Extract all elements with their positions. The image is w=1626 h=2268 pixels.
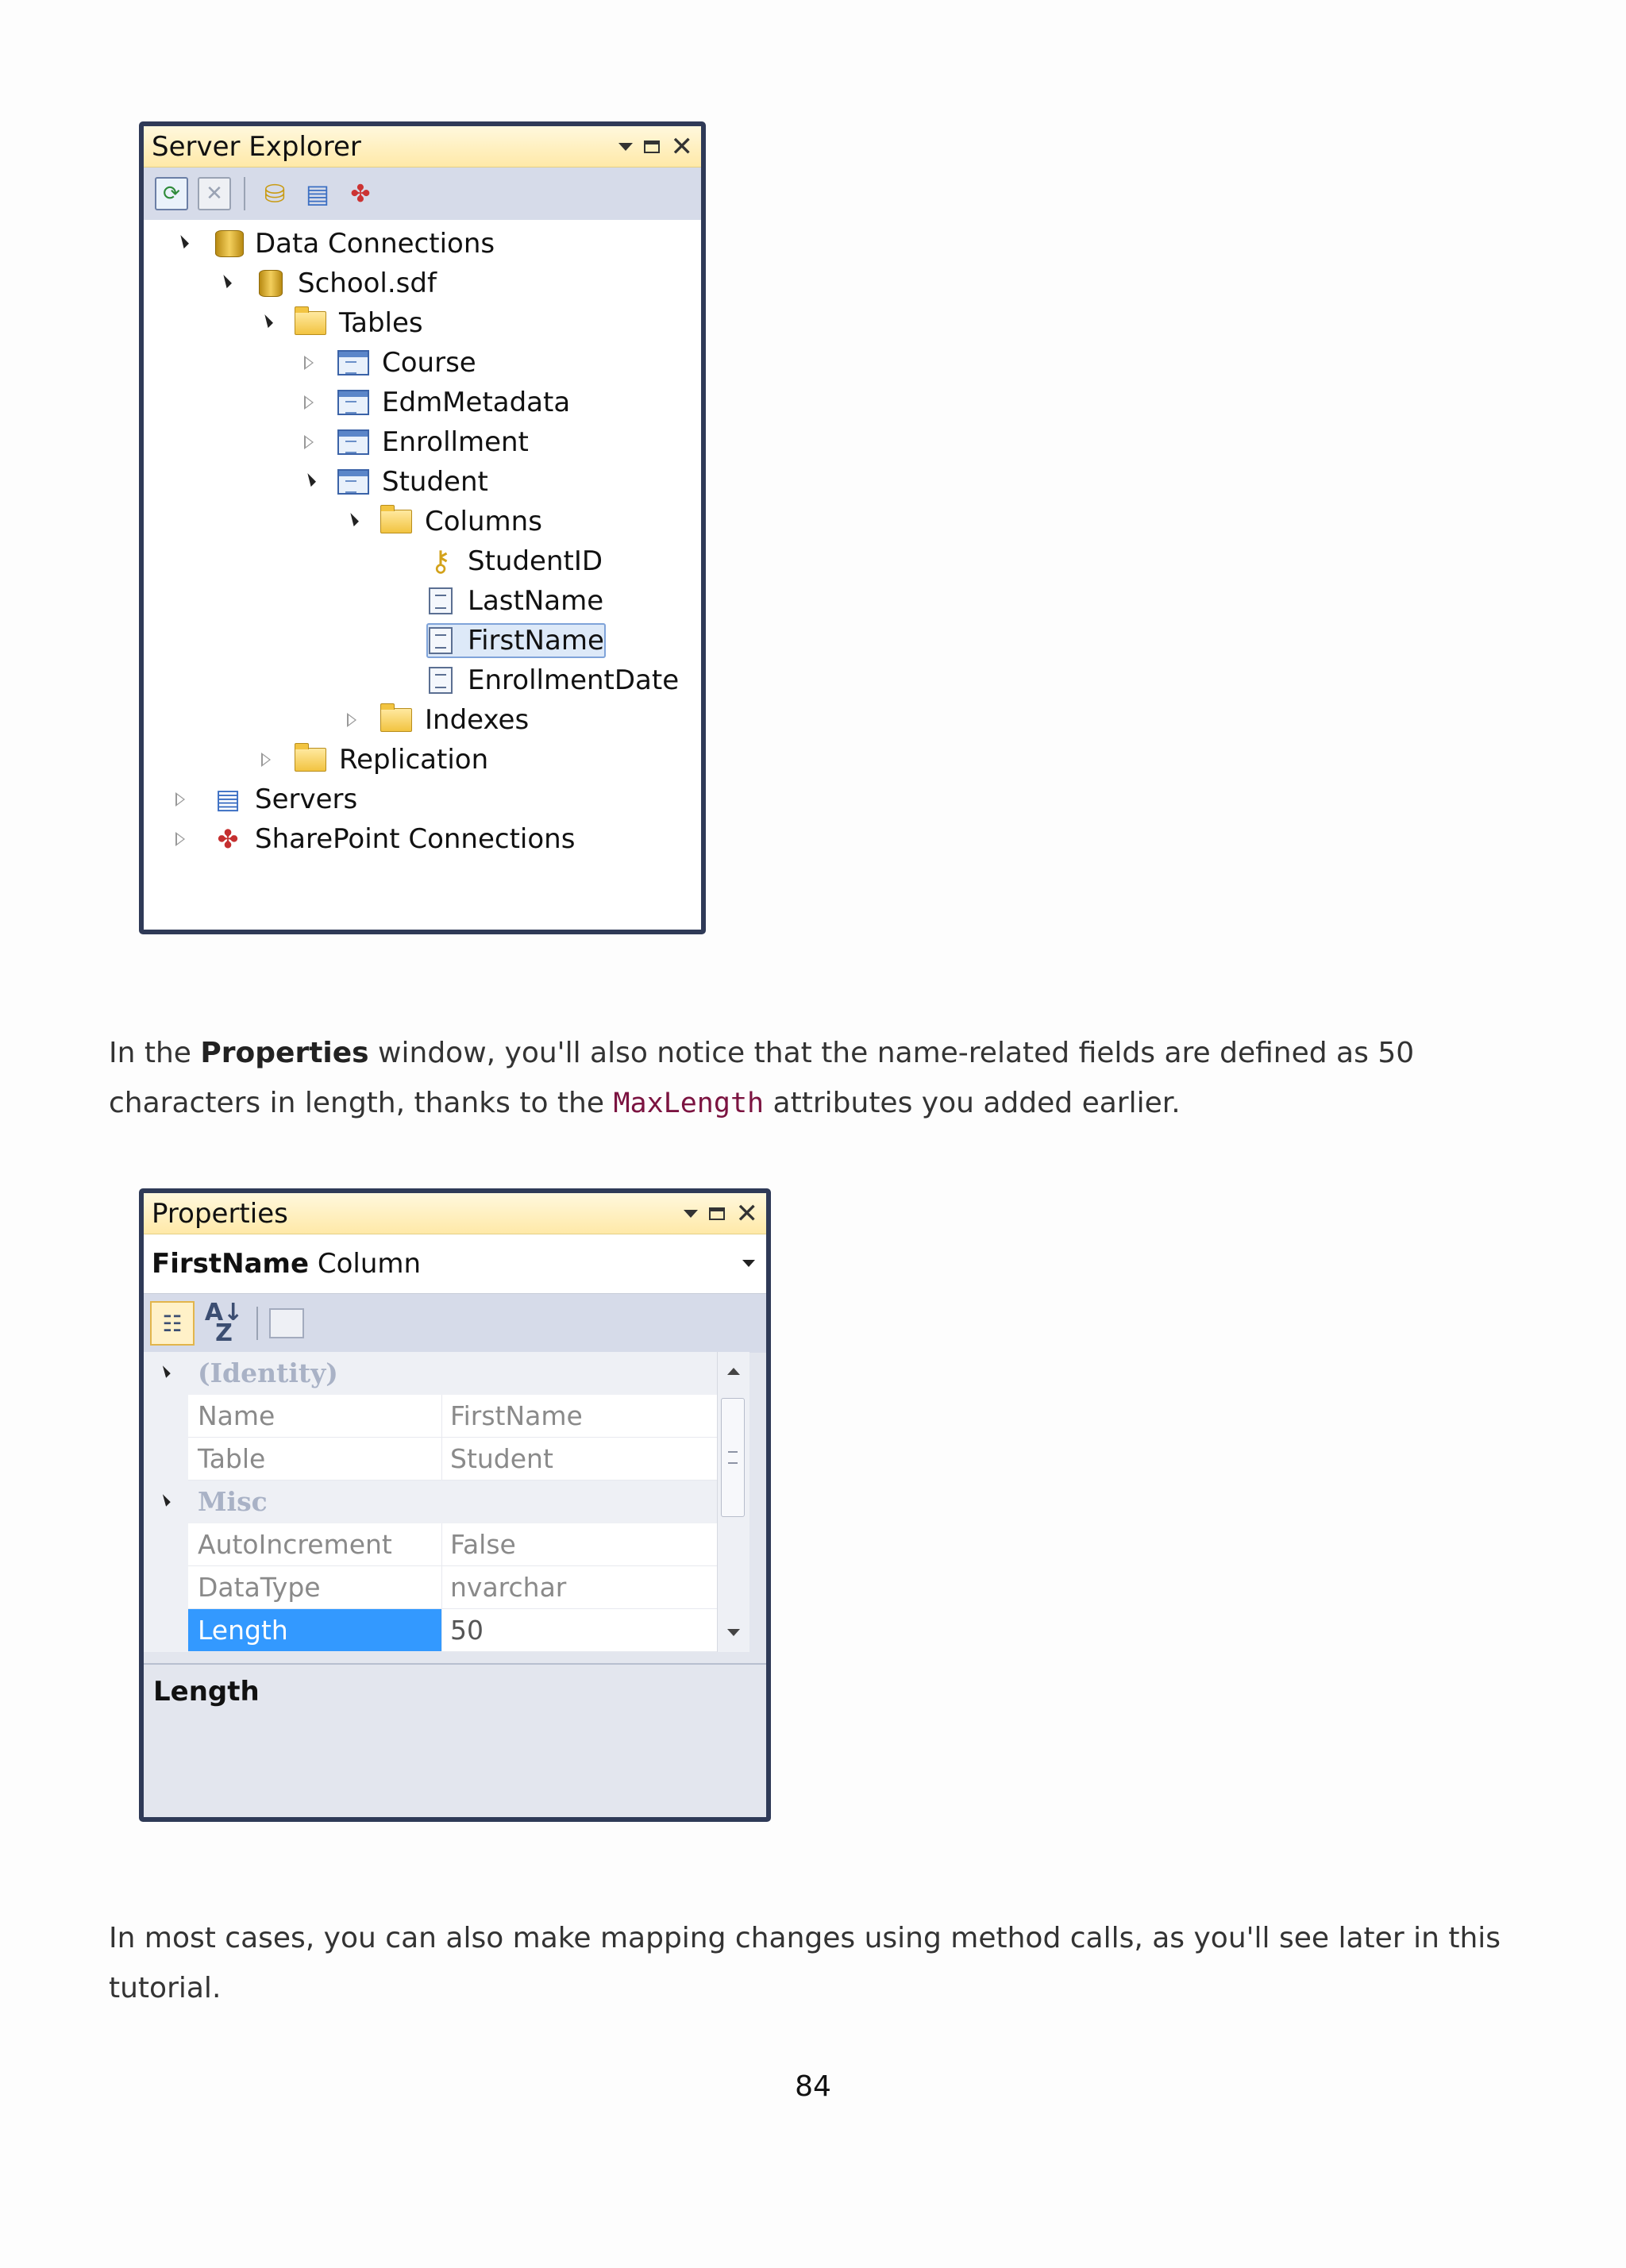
properties-window [139, 1188, 771, 1822]
object-type: Column [317, 1248, 422, 1280]
tree-node-label: Columns [425, 506, 542, 537]
categorized-view-icon[interactable]: ☷ [150, 1301, 195, 1346]
tree-node-label: Enrollment [382, 426, 529, 458]
tree-node-label: Replication [339, 744, 489, 776]
toolbar-separator [256, 1307, 258, 1340]
property-value[interactable]: False [442, 1523, 717, 1566]
row-gutter [144, 1523, 188, 1566]
alphabetical-sort-icon[interactable]: A↓ Z [204, 1299, 244, 1347]
server-explorer-toolbar [144, 168, 701, 220]
server-explorer-window [139, 121, 706, 934]
expand-arrow-closed-icon[interactable] [299, 353, 318, 372]
column-icon [425, 585, 457, 617]
folder-icon [295, 307, 326, 339]
paragraph-bold-text: Properties [200, 1037, 369, 1069]
key-icon: ⚷ [430, 545, 452, 578]
expand-arrow-open-icon[interactable] [172, 234, 191, 253]
tree-node-label: EnrollmentDate [468, 664, 680, 696]
expand-arrow-closed-icon[interactable] [299, 393, 318, 412]
connect-to-database-icon[interactable]: ⛁ [264, 179, 286, 209]
inline-code: MaxLength [613, 1088, 765, 1119]
property-key: Name [188, 1395, 442, 1438]
toolbar-separator [244, 177, 245, 210]
tree-node-label: EdmMetadata [382, 387, 571, 418]
column-icon [425, 664, 457, 696]
expand-arrow-closed-icon[interactable] [342, 710, 361, 730]
property-row-length[interactable] [144, 1609, 717, 1652]
table-icon [337, 466, 369, 498]
category-gutter [144, 1352, 188, 1395]
expand-arrow-open-icon[interactable] [215, 274, 234, 293]
expand-arrow-closed-icon[interactable] [171, 790, 190, 809]
tree-node-label: Tables [339, 307, 423, 339]
properties-title: Properties [152, 1197, 288, 1230]
folder-icon [380, 704, 412, 736]
tree-node-label: LastName [468, 585, 604, 617]
property-value[interactable]: Student [442, 1438, 717, 1481]
sdf-file-icon [255, 268, 287, 299]
property-value[interactable]: nvarchar [442, 1566, 717, 1609]
row-gutter [144, 1395, 188, 1438]
maximize-icon[interactable] [644, 141, 660, 153]
server-explorer-title-bar [144, 126, 701, 168]
row-gutter [144, 1566, 188, 1609]
connect-to-server-icon[interactable]: ▤ [305, 179, 330, 209]
table-icon [337, 426, 369, 458]
tree-node-label: Student [382, 466, 488, 498]
property-grid-scrollbar[interactable] [717, 1352, 749, 1652]
property-pages-icon[interactable] [269, 1308, 304, 1338]
paragraph-mapping-note: In most cases, you can also make mapping changes using method calls, as you'll see later in this tutorial. [109, 1922, 1501, 2004]
expand-arrow-open-icon[interactable] [256, 314, 275, 333]
category-gutter [144, 1481, 188, 1523]
sharepoint-icon: ✤ [217, 824, 239, 854]
folder-icon [295, 744, 326, 776]
property-key: AutoIncrement [188, 1523, 442, 1566]
close-icon[interactable]: ✕ [735, 1197, 758, 1230]
window-position-dropdown-icon[interactable] [618, 143, 633, 151]
property-row-name[interactable] [144, 1395, 717, 1438]
property-row-table[interactable] [144, 1438, 717, 1481]
tree-node-label: Course [382, 347, 476, 379]
properties-toolbar [144, 1294, 766, 1353]
paragraph-text: window, you'll also notice that the name-related fields are defined as 50 characters in length, thanks to the [109, 1037, 1415, 1119]
tree-node-label: StudentID [468, 545, 603, 577]
page-number: 84 [795, 2070, 831, 2103]
property-grid [144, 1352, 717, 1652]
object-name: FirstName [152, 1248, 310, 1280]
column-icon [425, 625, 457, 657]
paragraph-text: attributes you added earlier. [764, 1087, 1181, 1119]
category-identity[interactable] [144, 1352, 717, 1395]
scroll-down-icon[interactable] [727, 1629, 740, 1636]
collapse-arrow-icon[interactable] [158, 1494, 171, 1507]
category-name: (Identity) [198, 1357, 338, 1388]
delete-icon[interactable]: ✕ [198, 177, 231, 210]
servers-icon: ▤ [214, 784, 241, 815]
window-position-dropdown-icon[interactable] [684, 1210, 698, 1218]
property-description-title: Length [153, 1676, 260, 1708]
property-value[interactable]: 50 [442, 1609, 717, 1652]
chevron-down-icon[interactable] [742, 1260, 755, 1267]
database-icon [214, 228, 245, 260]
expand-arrow-closed-icon[interactable] [171, 830, 190, 849]
tree-node-label: School.sdf [298, 268, 437, 299]
property-key-selected: Length [188, 1609, 442, 1652]
property-key: DataType [188, 1566, 442, 1609]
folder-icon [380, 506, 412, 537]
refresh-icon[interactable]: ⟳ [155, 177, 188, 210]
object-selector-dropdown[interactable] [144, 1234, 766, 1294]
paragraph-properties-intro [109, 1028, 1538, 1129]
row-gutter [144, 1609, 188, 1652]
tree-node-label: SharePoint Connections [255, 823, 576, 855]
connect-to-sharepoint-icon[interactable]: ✤ [350, 179, 371, 208]
expand-arrow-open-icon[interactable] [299, 472, 318, 491]
table-icon [337, 387, 369, 418]
property-key: Table [188, 1438, 442, 1481]
scroll-thumb[interactable] [721, 1398, 745, 1517]
tree-node-label: Servers [255, 784, 358, 815]
row-gutter [144, 1438, 188, 1481]
category-misc[interactable] [144, 1481, 717, 1523]
tree-node-label-selected: FirstName [468, 625, 604, 657]
properties-title-bar [144, 1193, 766, 1234]
property-value[interactable]: FirstName [442, 1395, 717, 1438]
table-icon [337, 347, 369, 379]
expand-arrow-closed-icon[interactable] [256, 750, 275, 769]
paragraph-text: In the [109, 1037, 201, 1069]
maximize-icon[interactable] [709, 1207, 725, 1220]
server-explorer-title: Server Explorer [152, 130, 361, 163]
scroll-up-icon[interactable] [727, 1368, 740, 1375]
tree-node-label: Data Connections [255, 228, 495, 260]
expand-arrow-open-icon[interactable] [342, 512, 361, 531]
collapse-arrow-icon[interactable] [158, 1365, 171, 1378]
tree-node-label: Indexes [425, 704, 530, 736]
property-row-autoincrement[interactable] [144, 1523, 717, 1566]
close-icon[interactable]: ✕ [670, 130, 693, 163]
property-description-pane [144, 1663, 766, 1808]
category-name: Misc [198, 1486, 268, 1517]
property-row-datatype[interactable] [144, 1566, 717, 1609]
expand-arrow-closed-icon[interactable] [299, 433, 318, 452]
